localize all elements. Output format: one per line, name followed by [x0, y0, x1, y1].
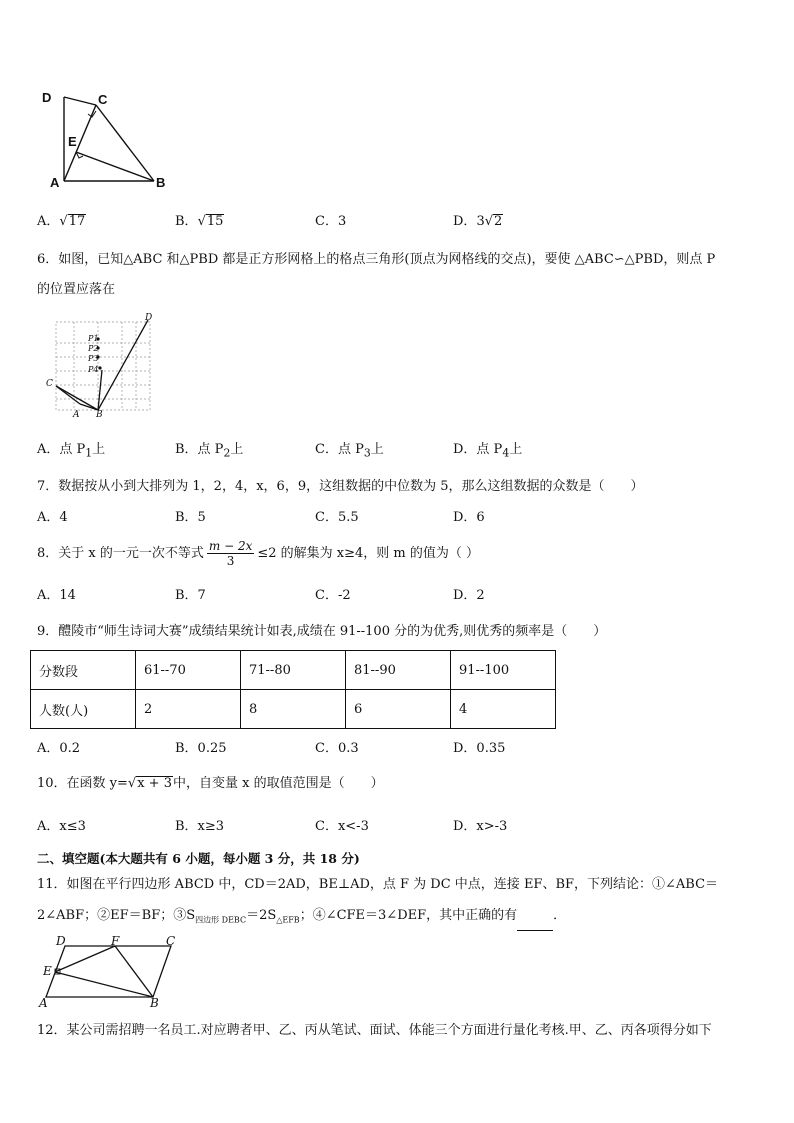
table-cell: 人数(人) [31, 690, 136, 729]
q8-fraction: $\frac{m - 2x}{3}$ [208, 539, 253, 568]
table-row [31, 651, 556, 690]
q6-line1: 6．如图，已知△ABC 和△PBD 都是正方形网格上的格点三角形(顶点为网格线的交点)，要使 △ABC∽△PBD，则点 P [37, 252, 716, 267]
q6-grid-figure [44, 312, 159, 424]
table-cell: 4 [451, 690, 556, 729]
q6-label-p2: P2 [88, 344, 99, 353]
q6-label-p4: P4 [88, 365, 99, 374]
q10-option-c[interactable]: C．x<-3 [315, 819, 369, 834]
q6-label-a: A [73, 410, 80, 420]
table-cell: 6 [346, 690, 451, 729]
q5-label-a: A [50, 175, 60, 190]
q6-option-d[interactable]: D．点 $P_4$上 [453, 442, 523, 460]
q5-label-b: B [156, 175, 166, 190]
q6-option-c[interactable]: C．点 $P_3$上 [315, 442, 384, 460]
q5-radicand-b: 15 [206, 214, 224, 229]
q11-label-c: C [166, 934, 176, 948]
q9-score-table [30, 650, 556, 729]
q6-label-b: B [96, 410, 103, 420]
q6-option-b[interactable]: B．点 $P_2$上 [175, 442, 244, 460]
q9-option-c[interactable]: C．0.3 [315, 741, 359, 756]
q11-line1: 11．如图在平行四边形 ABCD 中，CD＝2AD，BE⊥AD，点 F 为 DC 中点，连接 EF、BF，下列结论：①∠ABC＝ [37, 877, 719, 892]
q7-option-d[interactable]: D．6 [453, 510, 485, 525]
q5-radicand-d: 2 [494, 214, 503, 229]
q5-option-c[interactable]: C．3 [315, 214, 347, 229]
q11-label-a: A [39, 996, 48, 1010]
q9-option-a[interactable]: A．0.2 [37, 741, 81, 756]
q11-label-f: F [111, 934, 120, 948]
answer-blank[interactable] [517, 916, 553, 931]
table-cell: 分数段 [31, 651, 136, 690]
q11-label-e: E [43, 964, 52, 978]
q6-label-p1: P1 [88, 334, 99, 343]
q10-text: 10．在函数 y=√x + 3中，自变量 x 的取值范围是（ ） [37, 776, 384, 791]
q11-label-d: D [56, 934, 66, 948]
q5-option-d[interactable]: D．3√2 [453, 214, 503, 229]
q8-option-a[interactable]: A．14 [37, 588, 76, 603]
q6-option-a[interactable]: A．点 $P_1$上 [37, 442, 106, 460]
q6-line2: 的位置应落在 [37, 282, 116, 297]
q10-option-a[interactable]: A．x≤3 [37, 819, 86, 834]
q10-option-d[interactable]: D．x>-3 [453, 819, 508, 834]
q9-option-b[interactable]: B．0.25 [175, 741, 227, 756]
q7-option-b[interactable]: B．5 [175, 510, 206, 525]
table-cell: 81--90 [346, 651, 451, 690]
q11-line2: 2∠ABF；②EF＝BF；$③S_{四边形 DEBC}=2S_{\triangle EFB}$；④∠CFE＝3∠DEF，其中正确的有 ． [37, 906, 566, 931]
q10-radicand: x + 3 [137, 776, 172, 791]
q11-label-b: B [150, 996, 159, 1010]
q6-label-p3: P3 [88, 354, 99, 363]
q9-option-d[interactable]: D．0.35 [453, 741, 506, 756]
q6-label-c: C [46, 379, 53, 389]
q7-option-c[interactable]: C．5.5 [315, 510, 359, 525]
q7-option-a[interactable]: A．4 [37, 510, 68, 525]
q5-label-e: E [68, 134, 77, 149]
section-2-heading: 二、填空题(本大题共有 6 小题，每小题 3 分，共 18 分) [37, 851, 360, 866]
table-row [31, 690, 556, 729]
table-cell: 8 [241, 690, 346, 729]
table-cell: 2 [136, 690, 241, 729]
q8-text: 8．关于 x 的一元一次不等式 $\frac{m - 2x}{3}$ ≤2 的解集为 x≥4，则 m 的值为（ ） [37, 539, 479, 568]
table-cell: 71--80 [241, 651, 346, 690]
table-cell: 91--100 [451, 651, 556, 690]
q12-text: 12．某公司需招聘一名员工.对应聘者甲、乙、丙从笔试、面试、体能三个方面进行量化考核.甲、乙、丙各项得分如下 [37, 1023, 712, 1038]
q5-radicand-a: 17 [68, 214, 86, 229]
q10-option-b[interactable]: B．x≥3 [175, 819, 225, 834]
q6-label-d: D [145, 313, 153, 323]
q9-text: 9．醴陵市“师生诗词大赛”成绩结果统计如表,成绩在 91--100 分的为优秀,则优秀的频率是（ ） [37, 624, 607, 639]
q5-label-d: D [42, 90, 52, 105]
q5-label-c: C [98, 92, 108, 107]
q5-option-a[interactable]: A．√17 [37, 214, 86, 229]
table-cell: 61--70 [136, 651, 241, 690]
q8-option-d[interactable]: D．2 [453, 588, 485, 603]
q5-option-b[interactable]: B．√15 [175, 214, 224, 229]
q7-text: 7．数据按从小到大排列为 1，2，4，x，6，9，这组数据的中位数为 5，那么这组数据的众数是（ ） [37, 479, 644, 494]
q8-option-c[interactable]: C．-2 [315, 588, 351, 603]
q8-option-b[interactable]: B．7 [175, 588, 206, 603]
